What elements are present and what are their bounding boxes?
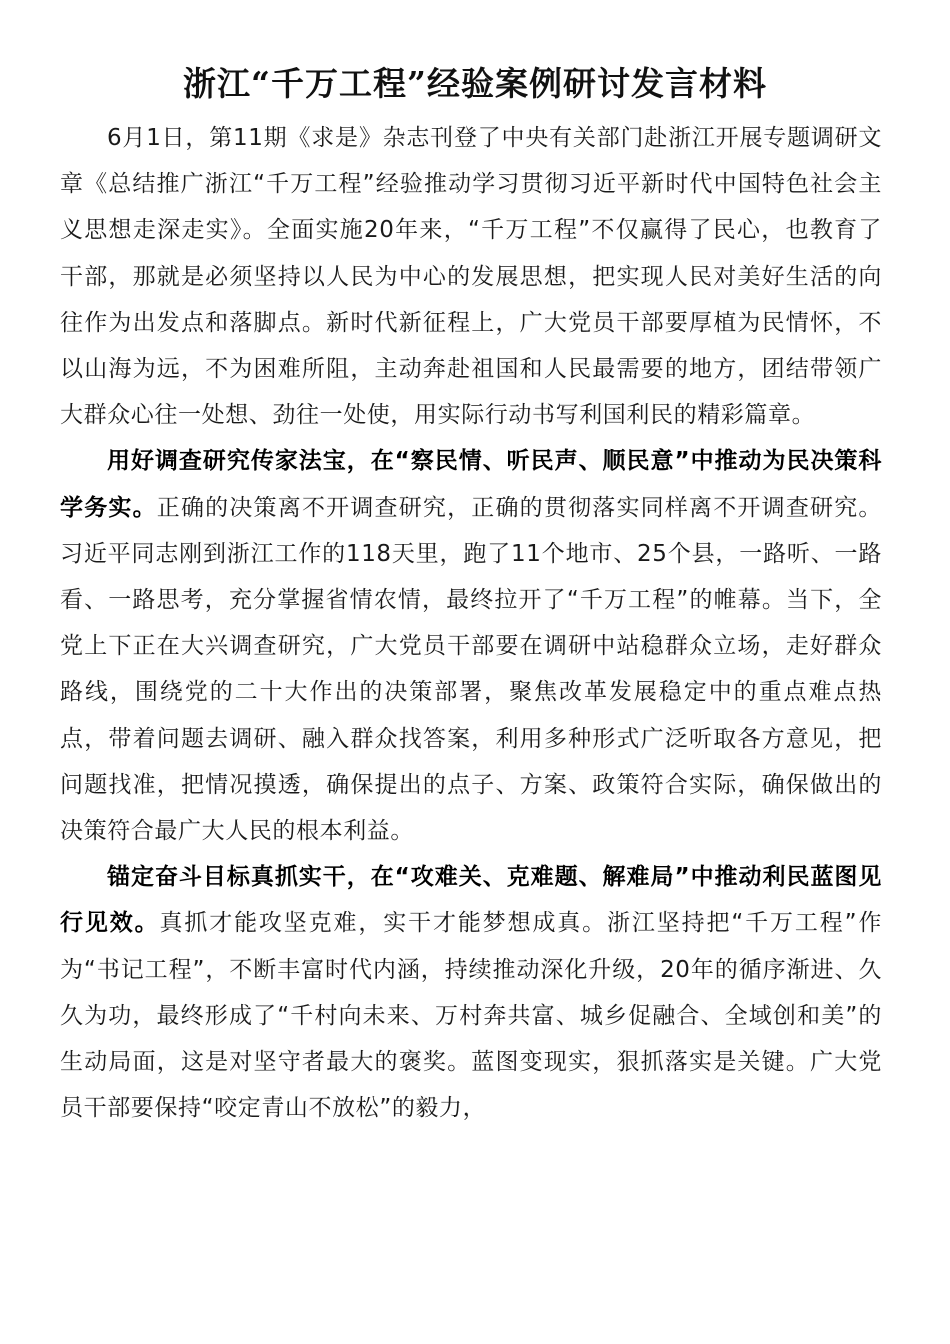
paragraph-lead: 用好调查研究传家法宝，在“察民情、听民声、顺民意”中推动为民决策科学务实。 (60, 448, 882, 521)
paragraph-lead: 锚定奋斗目标真抓实干，在“攻难关、克难题、解难局”中推动利民蓝图见行见效。 (60, 864, 882, 937)
paragraph-text: 6月1日，第11期《求是》杂志刊登了中央有关部门赴浙江开展专题调研文章《总结推广浙江“千万工程”经验推动学习贯彻习近平新时代中国特色社会主义思想走深走实》。全面实施20年来，“千万工程”不仅赢得了民心，也教育了干部，那就是必须坚持以人民为中心的发展思想，把实现人民对美好生活的向往作为出发点和落脚点。新时代新征程上，广大党员干部要厚植为民情怀，不以山海为远，不为困难所阻，主动奔赴祖国和人民最需要的地方，团结带领广大群众心往一处想、劲往一处使，用实际行动书写利国利民的精彩篇章。 (60, 125, 882, 429)
paragraph-intro (60, 115, 882, 438)
paragraph-text: 真抓才能攻坚克难，实干才能梦想成真。浙江坚持把“千万工程”作为“书记工程”，不断丰富时代内涵，持续推动深化升级，20年的循序渐进、久久为功，最终形成了“千村向未来、万村奔共富、城乡促融合、全域创和美”的生动局面，这是对坚守者最大的褒奖。蓝图变现实，狠抓落实是关键。广大党员干部要保持“咬定青山不放松”的毅力， (60, 910, 882, 1122)
document-body (60, 115, 882, 1131)
paragraph-investigation (60, 438, 882, 854)
paragraph-text: 正确的决策离不开调查研究，正确的贯彻落实同样离不开调查研究。习近平同志刚到浙江工作的118天里，跑了11个地市、25个县，一路听、一路看、一路思考，充分掌握省情农情，最终拉开了“千万工程”的帷幕。当下，全党上下正在大兴调查研究，广大党员干部要在调研中站稳群众立场，走好群众路线，围绕党的二十大作出的决策部署，聚焦改革发展稳定中的重点难点热点，带着问题去调研、融入群众找答案，利用多种形式广泛听取各方意见，把问题找准，把情况摸透，确保提出的点子、方案、政策符合实际，确保做出的决策符合最广大人民的根本利益。 (60, 494, 882, 845)
paragraph-goals (60, 854, 882, 1131)
document-title: 浙江“千万工程”经验案例研讨发言材料 (183, 64, 767, 103)
